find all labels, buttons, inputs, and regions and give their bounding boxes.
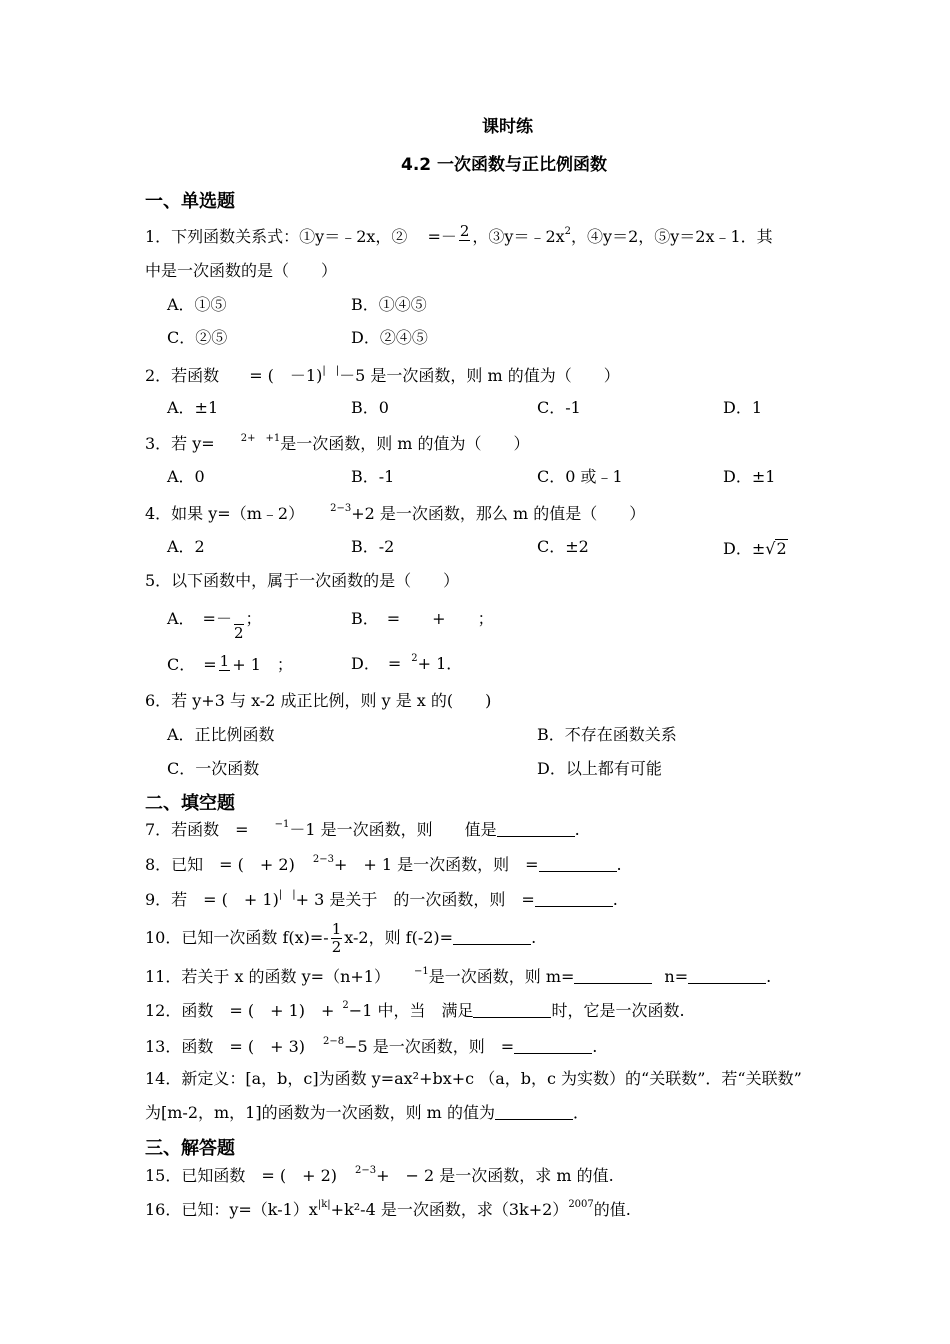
q13-end: . — [592, 1037, 598, 1056]
q6-option-d[interactable]: D．以上都有可能 — [537, 759, 662, 778]
q9-sup: | | — [278, 889, 296, 900]
q5-d-text: D． = — [351, 654, 402, 673]
q1-frac-num: 2 — [459, 222, 470, 240]
q3-option-d[interactable]: D．±1 — [723, 467, 776, 486]
q4-option-a[interactable]: A．2 — [167, 537, 205, 556]
q12-text-a: 12．函数 = ( + 1) + — [145, 1001, 335, 1020]
q14-answer-blank[interactable] — [495, 1105, 573, 1120]
q11-text-c: n= — [664, 967, 689, 986]
question-6: 6．若 y+3 与 x-2 成正比例，则 y 是 x 的( ) — [145, 691, 492, 710]
q12-text-c: 时，它是一次函数. — [551, 1001, 685, 1020]
q7-sup: −1 — [274, 819, 290, 830]
q1-fraction — [459, 224, 471, 241]
q4-text-a: 4．如果 y=（m﹣2） — [145, 504, 305, 523]
q10-text-a: 10．已知一次函数 f(x)=- — [145, 928, 329, 947]
q10-frac-den: 2 — [331, 938, 342, 956]
q4-option-c[interactable]: C．±2 — [537, 537, 589, 556]
q8-answer-blank[interactable] — [539, 857, 617, 872]
q9-text-a: 9．若 = ( + 1) — [145, 890, 279, 909]
q11-m-blank[interactable] — [574, 969, 652, 984]
q2-sup: | | — [322, 365, 340, 376]
q9-end: . — [612, 890, 618, 909]
question-8 — [145, 855, 622, 873]
q1-text-d: ，④y＝2，⑤y＝2x﹣1．其 — [571, 227, 773, 246]
q5-d-post: + 1． — [417, 654, 463, 673]
q5-option-d[interactable] — [351, 654, 462, 672]
q1-text-c: ，③y＝﹣2x — [472, 227, 565, 246]
q5-c-fraction — [219, 654, 231, 671]
q16-text-a: 16．已知：y=（k-1）x — [145, 1200, 318, 1219]
question-15 — [145, 1166, 614, 1184]
q1-sup: 2 — [564, 226, 572, 237]
q8-end: . — [616, 855, 622, 874]
q7-text-b: －1 是一次函数，则 值是 — [289, 820, 497, 839]
q5-option-b[interactable]: B． = + ； — [351, 609, 494, 628]
q2-option-c[interactable]: C．-1 — [537, 398, 581, 417]
q6-option-c[interactable]: C．一次函数 — [167, 759, 260, 778]
q6-option-a[interactable]: A．正比例函数 — [167, 725, 275, 744]
section-heading-single-choice: 一、单选题 — [145, 191, 235, 212]
q13-text-b: −5 是一次函数，则 = — [344, 1037, 515, 1056]
q4-d-radicand: 2 — [776, 539, 787, 558]
q3-option-a[interactable]: A．0 — [167, 467, 205, 486]
question-13 — [145, 1037, 597, 1055]
sqrt-icon: √ — [765, 539, 776, 558]
q9-answer-blank[interactable] — [535, 892, 613, 907]
q15-sup: 2−3 — [355, 1165, 377, 1176]
q2-option-a[interactable]: A．±1 — [167, 398, 219, 417]
q7-text-a: 7．若函数 = — [145, 820, 249, 839]
q11-text-b: 是一次函数，则 m= — [428, 967, 575, 986]
q1-option-c[interactable]: C．②⑤ — [167, 328, 228, 347]
q5-a-fraction — [234, 624, 244, 641]
question-4 — [145, 504, 645, 522]
q13-sup: 2−8 — [323, 1036, 345, 1047]
q9-text-b: + 3 是关于 的一次函数，则 = — [295, 890, 535, 909]
q4-option-b[interactable]: B．-2 — [351, 537, 395, 556]
q16-sup: |k| — [317, 1199, 331, 1210]
q13-text-a: 13．函数 = ( + 3) — [145, 1037, 306, 1056]
page-title: 课时练 — [482, 117, 533, 137]
q4-option-d[interactable] — [723, 539, 788, 558]
q10-text-b: x-2，则 f(-2)= — [344, 928, 454, 947]
q8-text-a: 8．已知 = ( + 2) — [145, 855, 295, 874]
page-subtitle: 4.2 一次函数与正比例函数 — [401, 155, 608, 175]
q11-sup: −1 — [413, 966, 429, 977]
q16-sup-2007: 2007 — [568, 1199, 594, 1210]
q5-a-post: ； — [245, 609, 262, 628]
question-1-line2: 中是一次函数的是（ ） — [145, 261, 338, 280]
section-heading-fill-in: 二、填空题 — [145, 793, 235, 814]
q6-option-b[interactable]: B．不存在函数关系 — [537, 725, 677, 744]
q2-text-c: －5 是一次函数，则 m 的值为（ ） — [339, 366, 620, 385]
section-heading-problems: 三、解答题 — [145, 1138, 235, 1159]
q10-frac-num: 1 — [331, 920, 342, 938]
question-3 — [145, 434, 530, 452]
q1-text-b: =－ — [427, 227, 457, 246]
q11-n-blank[interactable] — [688, 969, 766, 984]
q12-answer-blank[interactable] — [473, 1003, 551, 1018]
q5-c-post: + 1 ； — [232, 655, 293, 674]
q5-a-den: 2 — [233, 624, 244, 642]
q1-option-d[interactable]: D．②④⑤ — [351, 328, 428, 347]
q8-sup: 2−3 — [312, 854, 334, 865]
question-11 — [145, 967, 771, 985]
q14-end: ． — [572, 1103, 589, 1122]
q10-end: . — [531, 928, 537, 947]
q3-option-c[interactable]: C．0 或﹣1 — [537, 467, 623, 486]
question-7 — [145, 820, 580, 838]
question-14-line2 — [145, 1105, 589, 1121]
q15-text-b: + − 2 是一次函数，求 m 的值. — [376, 1166, 614, 1185]
question-9 — [145, 890, 618, 908]
q10-fraction — [331, 922, 343, 955]
q4-sup: 2−3 — [330, 503, 352, 514]
q3-text-b: 是一次函数，则 m 的值为（ ） — [280, 434, 530, 453]
q4-text-b: +2 是一次函数，那么 m 的值是（ ） — [351, 504, 646, 523]
q15-text-a: 15．已知函数 = ( + 2) — [145, 1166, 338, 1185]
q12-sup: 2 — [342, 1000, 349, 1011]
q1-option-a[interactable]: A．①⑤ — [167, 295, 227, 314]
q3-sup: 2+ +1 — [240, 433, 281, 444]
q8-text-b: + + 1 是一次函数，则 = — [333, 855, 539, 874]
q14-line2-text: 为[m-2，m，1]的函数为一次函数，则 m 的值为 — [145, 1103, 495, 1122]
q7-answer-blank[interactable] — [497, 822, 575, 837]
q1-option-b[interactable]: B．①④⑤ — [351, 295, 427, 314]
question-14: 14．新定义：[a，b，c]为函数 y=ax²+bx+c （a，b，c 为实数）的“关联数”．若“关联数” — [145, 1069, 802, 1088]
q2-option-b[interactable]: B．0 — [351, 398, 389, 417]
q5-d-sup: 2 — [411, 653, 418, 664]
question-16 — [145, 1200, 631, 1218]
q5-option-c[interactable] — [167, 654, 293, 673]
q7-end: . — [574, 820, 580, 839]
q13-answer-blank[interactable] — [514, 1039, 592, 1054]
q5-c-num: 1 — [219, 652, 230, 670]
q4-d-text: D．± — [723, 539, 766, 558]
question-10 — [145, 922, 536, 955]
q5-a-text: A． =－ — [167, 609, 232, 628]
q16-text-b: +k²-4 是一次函数，求（3k+2） — [330, 1200, 569, 1219]
q16-text-c: 的值. — [593, 1200, 631, 1219]
q12-text-b: −1 中，当 满足 — [348, 1001, 474, 1020]
q2-option-d[interactable]: D．1 — [723, 398, 763, 417]
q3-text-a: 3．若 y= — [145, 434, 215, 453]
question-5: 5．以下函数中，属于一次函数的是（ ） — [145, 571, 460, 590]
q11-end: . — [766, 967, 772, 986]
q3-option-b[interactable]: B．-1 — [351, 467, 395, 486]
question-1 — [145, 224, 773, 245]
q1-text-a: 1．下列函数关系式：①y＝﹣2x，② — [145, 227, 408, 246]
q10-answer-blank[interactable] — [453, 930, 531, 945]
q2-text-b: = ( －1) — [249, 366, 323, 385]
q5-c-text: C． = — [167, 655, 217, 674]
q5-option-a[interactable] — [167, 611, 262, 641]
q11-text-a: 11．若关于 x 的函数 y=（n+1） — [145, 967, 390, 986]
question-12 — [145, 1001, 685, 1019]
question-2 — [145, 366, 620, 384]
q2-text-a: 2．若函数 — [145, 366, 220, 385]
